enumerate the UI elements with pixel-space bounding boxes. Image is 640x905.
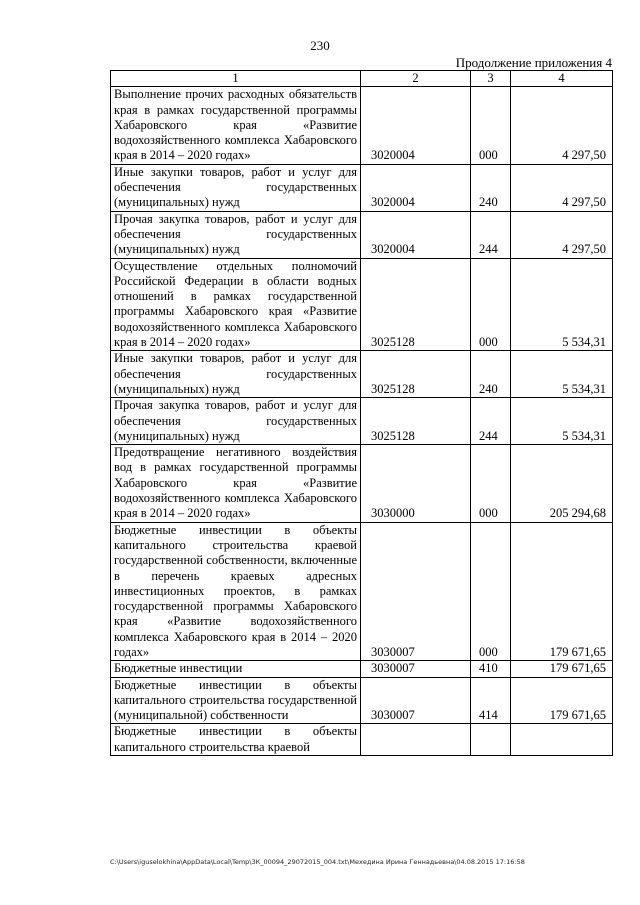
row-name: Иные закупки товаров, работ и услуг для обеспечения государственных (муниципальных) нужд: [111, 164, 361, 211]
row-code: 3025128: [361, 398, 471, 445]
row-name: Выполнение прочих расходных обязательств края в рамках государственной программы Хабаровского края «Развитие водохозяйственного комплекса Хабаровского края в 2014 – 2020 годах»: [111, 87, 361, 164]
table-row: [111, 351, 613, 398]
row-name: Осуществление отдельных полномочий Российской Федерации в области водных отношений в рамках государственной программы Хабаровского края «Развитие водохозяйственного комплекса Хабаровского края в 2014 – 2020 годах»: [111, 258, 361, 351]
page-number: 230: [310, 38, 330, 53]
row-name: Иные закупки товаров, работ и услуг для обеспечения государственных (муниципальных) нужд: [111, 351, 361, 398]
row-amount: 179 671,65: [511, 522, 613, 661]
row-amount: 5 534,31: [511, 351, 613, 398]
row-amount: 5 534,31: [511, 258, 613, 351]
row-expense-type: [471, 724, 511, 756]
row-expense-type: 000: [471, 522, 511, 661]
column-header-code: 2: [361, 71, 471, 87]
row-code: 3020004: [361, 211, 471, 258]
table-row: [111, 211, 613, 258]
file-path-footer: C:\Users\iguselokhina\AppData\Local\Temp\ЗК_00094_29072015_004.txt\Мехедина Ирина Геннадьевна\04.08.2015 17:16:58: [110, 858, 525, 866]
row-code: 3030000: [361, 445, 471, 522]
row-amount: 205 294,68: [511, 445, 613, 522]
row-code: 3030007: [361, 661, 471, 677]
column-header-name: 1: [111, 71, 361, 87]
row-code: 3020004: [361, 87, 471, 164]
row-expense-type: 000: [471, 258, 511, 351]
row-amount: 179 671,65: [511, 677, 613, 724]
row-name: Бюджетные инвестиции: [111, 661, 361, 677]
row-expense-type: 244: [471, 398, 511, 445]
row-code: 3030007: [361, 677, 471, 724]
row-name: Бюджетные инвестиции в объекты капитального строительства краевой государственной собственности, включенные в перечень краевых адресных инвестиционных проектов, в рамках государственной программы Хабаровского края «Развитие водохозяйственного комплекса Хабаровского края в 2014 – 2020 годах»: [111, 522, 361, 661]
row-amount: 4 297,50: [511, 211, 613, 258]
column-header-amount: 4: [511, 71, 613, 87]
row-expense-type: 410: [471, 661, 511, 677]
row-amount: 4 297,50: [511, 87, 613, 164]
table-header-row: [111, 71, 613, 87]
row-code: [361, 724, 471, 756]
column-header-vr: 3: [471, 71, 511, 87]
table-row: [111, 258, 613, 351]
row-expense-type: 000: [471, 87, 511, 164]
row-expense-type: 000: [471, 445, 511, 522]
row-code: 3025128: [361, 258, 471, 351]
row-expense-type: 240: [471, 164, 511, 211]
table-row: [111, 164, 613, 211]
row-name: Бюджетные инвестиции в объекты капитального строительства государственной (муниципальной) собственности: [111, 677, 361, 724]
row-code: 3025128: [361, 351, 471, 398]
row-expense-type: 240: [471, 351, 511, 398]
table-row: [111, 677, 613, 724]
row-amount: 179 671,65: [511, 661, 613, 677]
budget-table: [110, 70, 613, 756]
row-name: Предотвращение негативного воздействия вод в рамках государственной программы Хабаровского края «Развитие водохозяйственного комплекса Хабаровского края в 2014 – 2020 годах»: [111, 445, 361, 522]
table-row: [111, 87, 613, 164]
row-name: Прочая закупка товаров, работ и услуг для обеспечения государственных (муниципальных) нужд: [111, 211, 361, 258]
row-amount: 4 297,50: [511, 164, 613, 211]
row-expense-type: 244: [471, 211, 511, 258]
table-row: [111, 522, 613, 661]
row-code: 3020004: [361, 164, 471, 211]
row-expense-type: 414: [471, 677, 511, 724]
row-amount: 5 534,31: [511, 398, 613, 445]
table-row: [111, 398, 613, 445]
row-name: Прочая закупка товаров, работ и услуг для обеспечения государственных (муниципальных) нужд: [111, 398, 361, 445]
table-row: [111, 724, 613, 756]
table-row: [111, 445, 613, 522]
row-code: 3030007: [361, 522, 471, 661]
appendix-continuation-label: Продолжение приложения 4: [455, 55, 612, 70]
row-amount: [511, 724, 613, 756]
row-name: Бюджетные инвестиции в объекты капитального строительства краевой: [111, 724, 361, 756]
table-row: [111, 661, 613, 677]
